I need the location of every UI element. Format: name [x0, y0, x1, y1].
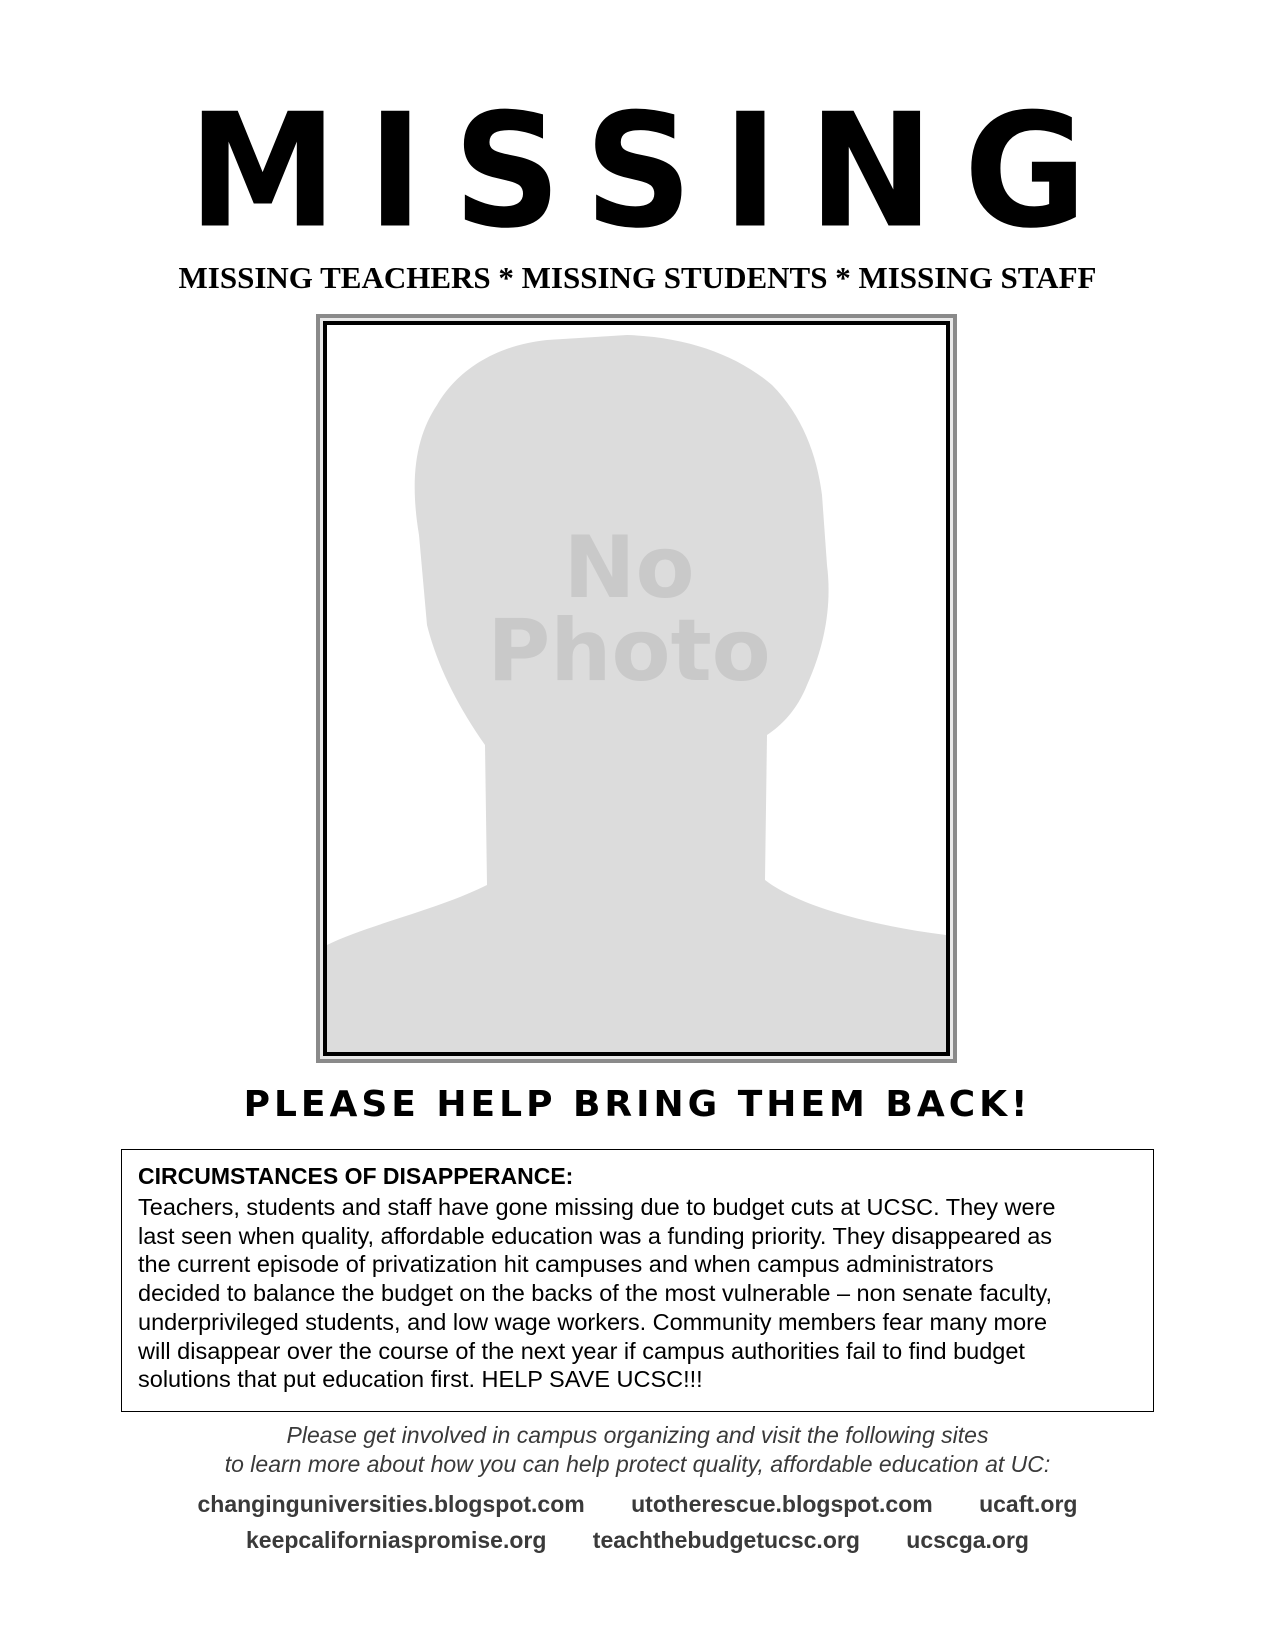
no-photo-placeholder: [323, 321, 950, 1056]
person-silhouette-icon: [327, 325, 946, 1052]
circumstances-line: decided to balance the budget on the backs of the most vulnerable – non senate faculty,: [138, 1280, 1053, 1307]
website-link: changinguniversities.blogspot.com: [197, 1491, 585, 1517]
website-link: keepcaliforniaspromise.org: [246, 1527, 547, 1553]
involvement-invitation: [0, 1421, 1275, 1479]
circumstances-heading: CIRCUMSTANCES OF DISAPPERANCE:: [138, 1163, 574, 1189]
website-row: [0, 1486, 1275, 1522]
invite-line: Please get involved in campus organizing and visit the following sites: [286, 1422, 989, 1448]
circumstances-body: [138, 1193, 1137, 1394]
circumstances-line: solutions that put education first. HELP SAVE UCSC!!!: [138, 1366, 703, 1393]
no-photo-text-line1: No: [563, 518, 695, 618]
help-callout: PLEASE HELP BRING THEM BACK!: [243, 1084, 1032, 1125]
website-link: utotherescue.blogspot.com: [631, 1491, 933, 1517]
no-photo-text-line2: Photo: [487, 601, 771, 701]
website-row: [0, 1522, 1275, 1558]
circumstances-line: will disappear over the course of the next year if campus authorities fail to find budget: [138, 1337, 1025, 1364]
circumstances-line: last seen when quality, affordable education was a funding priority. They disappeared as: [138, 1222, 1053, 1249]
photo-frame: [316, 314, 957, 1063]
website-link: teachthebudgetucsc.org: [592, 1527, 860, 1553]
circumstances-line: Teachers, students and staff have gone missing due to budget cuts at UCSC. They were: [138, 1194, 1056, 1220]
circumstances-line: underprivileged students, and low wage workers. Community members fear many more: [138, 1308, 1048, 1335]
invite-line: to learn more about how you can help protect quality, affordable education at UC:: [224, 1451, 1051, 1477]
website-list: [0, 1486, 1275, 1558]
circumstances-box: [121, 1149, 1154, 1412]
circumstances-line: the current episode of privatization hit campuses and when campus administrators: [138, 1251, 994, 1278]
poster-subheadline: MISSING TEACHERS * MISSING STUDENTS * MISSING STAFF: [178, 260, 1097, 295]
poster-headline: MISSING: [188, 80, 1117, 264]
website-link: ucscga.org: [906, 1527, 1029, 1553]
website-link: ucaft.org: [979, 1491, 1078, 1517]
